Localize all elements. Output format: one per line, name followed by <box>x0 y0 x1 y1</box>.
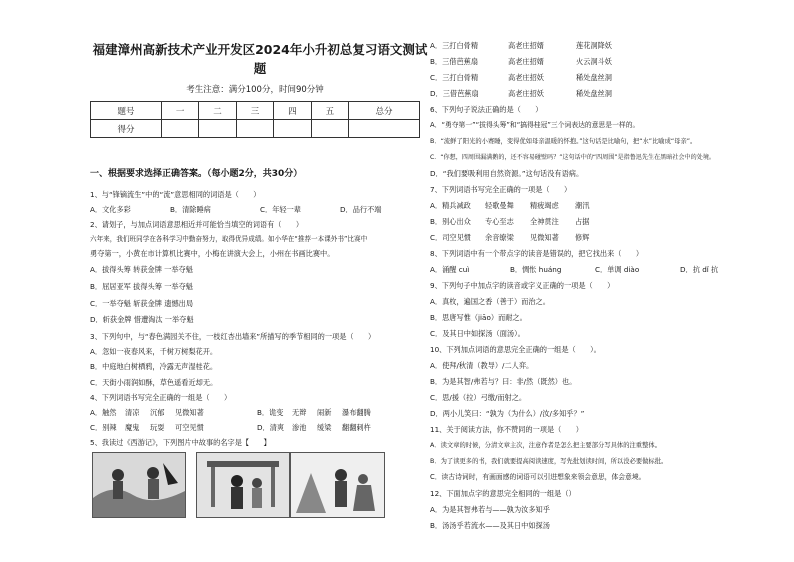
score-cell[interactable] <box>236 120 273 138</box>
title-line-1: 福建漳州高新技术产业开发区2024年小升初总复习语文测试 <box>92 42 428 57</box>
word: 清凉 <box>125 408 140 417</box>
score-header-cell: 三 <box>236 102 273 120</box>
option[interactable]: A．拔得头筹 转获金牌 一举夺魁 <box>90 265 193 274</box>
story-name: 高老庄招婿 <box>508 41 544 50</box>
story-name: 高老庄招婿 <box>508 57 544 66</box>
story-name: 高老庄招妖 <box>508 73 544 82</box>
word: 见微知著 <box>530 233 559 242</box>
score-row-label: 得分 <box>91 120 162 138</box>
story-name: 高老庄招妖 <box>508 89 544 98</box>
option-label: A．三打白骨精 <box>430 41 479 50</box>
word: 修辉 <box>575 233 590 242</box>
story-name: 火云洞斗妖 <box>576 57 612 66</box>
word: 闹新 <box>317 408 332 417</box>
option[interactable]: C．单调 diào <box>595 265 640 274</box>
question-3: 3、下列句中，与“春色满园关不住，一枝红杏出墙来”所描写的季节相同的一项是（ ） <box>90 332 376 341</box>
score-table <box>90 101 420 138</box>
question-11: 11、关于阅读方法，你不赞同的一项是（ ） <box>430 425 583 434</box>
question-4-options-row-2 <box>90 422 371 433</box>
score-cell[interactable] <box>311 120 348 138</box>
question-4-options-row-1 <box>90 407 371 418</box>
title-line-2: 题 <box>253 61 267 76</box>
score-header-cell: 总分 <box>349 102 420 120</box>
option[interactable]: C．天街小雨润如酥，草色遥看近却无。 <box>90 378 218 387</box>
score-cell[interactable] <box>274 120 311 138</box>
option-label: B．三借芭蕉扇 <box>430 57 479 66</box>
question-5-option-a[interactable] <box>430 40 612 51</box>
option[interactable]: B．“流鲜了阳光的小赛睡，变得优如母亲温暖的怀抱。”这句话是比喻句，把“水”比喻成“母亲”。 <box>430 138 697 145</box>
question-8-options <box>430 264 718 275</box>
question-1: 1、与“锋镝流生”中的“流”意思相同的词语是（ ） <box>90 190 261 199</box>
story-illustration-1 <box>92 452 186 518</box>
question-6: 6、下列句子说法正确的是（ ） <box>430 105 543 114</box>
option[interactable]: D．斩获金牌 惜遭淘汰 一举夺魁 <box>90 315 194 324</box>
option[interactable]: B．为了读更多的书，我们就要提高阅读速度，写先批划读时间，所以没必要做标批。 <box>430 458 668 465</box>
option-label: D．三借芭蕉扇 <box>430 89 479 98</box>
word: 沉郁 <box>150 408 165 417</box>
option[interactable]: A．真枚，遍国之香（善于）而治之。 <box>430 297 550 306</box>
option-label: C．三打白骨精 <box>430 73 479 82</box>
word: C．司空见惯 <box>430 233 471 242</box>
option[interactable]: A．涌醒 cuì <box>430 265 470 274</box>
score-header-cell: 二 <box>199 102 236 120</box>
word: 魔鬼 <box>125 423 140 432</box>
question-7: 7、下列词语书写完全正确的一项是（ ） <box>430 185 572 194</box>
score-table-score-row <box>91 120 420 138</box>
option[interactable]: B．清除睡病 <box>170 205 211 214</box>
question-5: 5、我读过《西游记》，下列图片中故事的名字是【 】 <box>90 438 271 447</box>
word: 瀑布翻腾 <box>342 408 371 417</box>
question-5-option-c[interactable] <box>430 72 612 83</box>
question-12: 12、下面加点字的意思完全相同的一组是（） <box>430 489 576 498</box>
option[interactable]: C．思/援（拉）弓缴/而射之。 <box>430 393 527 402</box>
option[interactable]: A．文化多彩 <box>90 205 131 214</box>
word: 潮汛 <box>575 201 590 210</box>
word: 见微知著 <box>175 408 204 417</box>
word: 余音缭梁 <box>485 233 514 242</box>
story-name: 莲花洞降妖 <box>576 41 612 50</box>
word: 缓梁 <box>317 423 332 432</box>
score-header-cell: 题号 <box>91 102 162 120</box>
option[interactable]: A．读文章的时候，分清文章主次，注意作者是怎么把主要部分写具体的注重整体。 <box>430 442 661 449</box>
word: B．别心出众 <box>430 217 471 226</box>
word: 无辫 <box>292 408 307 417</box>
word: 玩耍 <box>150 423 165 432</box>
word: 可空见惯 <box>175 423 204 432</box>
section-1-heading: 一、根据要求选择正确答案。（每小题2分，共30分） <box>90 169 303 179</box>
question-10: 10、下列加点词语的意思完全正确的一组是（ ）。 <box>430 345 601 354</box>
word: A．精兵减政 <box>430 201 471 210</box>
option[interactable] <box>430 232 589 243</box>
option[interactable]: B．惆怅 huáng <box>510 265 562 274</box>
option[interactable]: C．“你想，四周围漏满鹅的，还不容易碰壁吗？”这句话中的“四周围”是指鲁迅先生在黑暗社会中的处境。 <box>430 154 716 161</box>
option[interactable]: D．清爽 <box>257 423 285 432</box>
story-illustration-2 <box>196 452 290 518</box>
option[interactable]: C．别辣 <box>90 423 117 432</box>
score-header-cell: 一 <box>161 102 198 120</box>
option[interactable]: A．为是其智弗若与——孰为汝多知乎 <box>430 505 550 514</box>
score-table-header-row <box>91 102 420 120</box>
option[interactable]: D．“我们要吸利用自然资源。”这句话没有语病。 <box>430 169 584 178</box>
score-header-cell: 四 <box>274 102 311 120</box>
question-2-passage-line-1: 六年来，我们班同学在各科学习中勤奋努力，取得优异成绩。如小华在“推荐一本课外书”比赛中 <box>90 235 368 243</box>
option[interactable]: C．读古诗词时，有画面感的词语可以引进想象来领会意思，体会意境。 <box>430 473 646 481</box>
exam-note: 考生注意：满分100分，时间90分钟 <box>186 85 324 95</box>
option[interactable]: A．忽如一夜春风来，千树万树梨花开。 <box>90 347 218 356</box>
option[interactable]: D．两小儿笑曰：“孰为（为什么）/汝/多知乎？” <box>430 409 585 418</box>
option[interactable]: D．抗 dǐ 抗 <box>680 265 719 274</box>
option[interactable]: C．年轻一辈 <box>260 205 301 214</box>
question-2: 2、请划子，与加点词语意思相近并可能恰当填空的词语有（ ） <box>90 220 304 229</box>
word: 占据 <box>575 217 590 226</box>
question-4: 4、下列词语书写完全正确的一组是（ ） <box>90 393 232 402</box>
word: 全神贯注 <box>530 217 559 226</box>
question-2-passage-line-2: 勇夺第一，小黄在市计算机比赛中，小梅在讲演大会上，小州在书画比赛中。 <box>90 249 335 258</box>
question-9: 9、下列句子中加点字的读音或字义正确的一项是（ ） <box>430 281 615 290</box>
score-cell[interactable] <box>199 120 236 138</box>
option[interactable] <box>430 216 589 227</box>
question-5-option-b[interactable] <box>430 56 612 67</box>
story-name: 稀处盘丝洞 <box>576 73 612 82</box>
score-header-cell: 五 <box>311 102 348 120</box>
word: 轻歌曼舞 <box>485 201 514 210</box>
word: 专心至志 <box>485 217 514 226</box>
score-cell[interactable] <box>349 120 420 138</box>
option[interactable]: C．一举夺魁 斩获金牌 遗憾出局 <box>90 299 194 308</box>
option[interactable]: A．触然 <box>90 408 117 417</box>
option[interactable]: B．汤汤乎若流水——及其日中如探汤 <box>430 521 550 530</box>
word: 翻翻刺杵 <box>342 423 371 432</box>
option[interactable]: B．诡变 <box>257 408 284 417</box>
option[interactable]: B．为是其智/弗若与？曰：非/然（既然）也。 <box>430 377 577 386</box>
option[interactable] <box>430 200 589 211</box>
word: 渗池 <box>292 423 307 432</box>
question-5-option-d[interactable] <box>430 88 612 99</box>
option[interactable]: A．“勇夺第一”“拔得头筹”和“搞得桂冠”三个词表达的意思是一样的。 <box>430 121 640 129</box>
score-cell[interactable] <box>161 120 198 138</box>
option[interactable]: B．中庭地白树栖鸦，冷露无声湿桂花。 <box>90 362 218 371</box>
option[interactable]: A．使拜/秋清（教导）/二人弈。 <box>430 361 534 370</box>
question-1-options <box>90 204 381 215</box>
story-name: 稀处盘丝洞 <box>576 89 612 98</box>
option[interactable]: B．屈居亚军 拔得头筹 一举夺魁 <box>90 282 193 291</box>
option[interactable]: C．及其日中如探汤（面汤）。 <box>430 329 525 338</box>
question-8: 8、下列词语中有一个带点字的读音是错误的，把它找出来（ ） <box>430 249 644 258</box>
option[interactable]: D．品行不端 <box>340 205 382 214</box>
story-illustration-3 <box>290 452 385 518</box>
page-title <box>90 40 430 78</box>
word: 精疲竭虑 <box>530 201 559 210</box>
option[interactable]: B．思唐写惟（jiāo）而耐之。 <box>430 313 527 322</box>
